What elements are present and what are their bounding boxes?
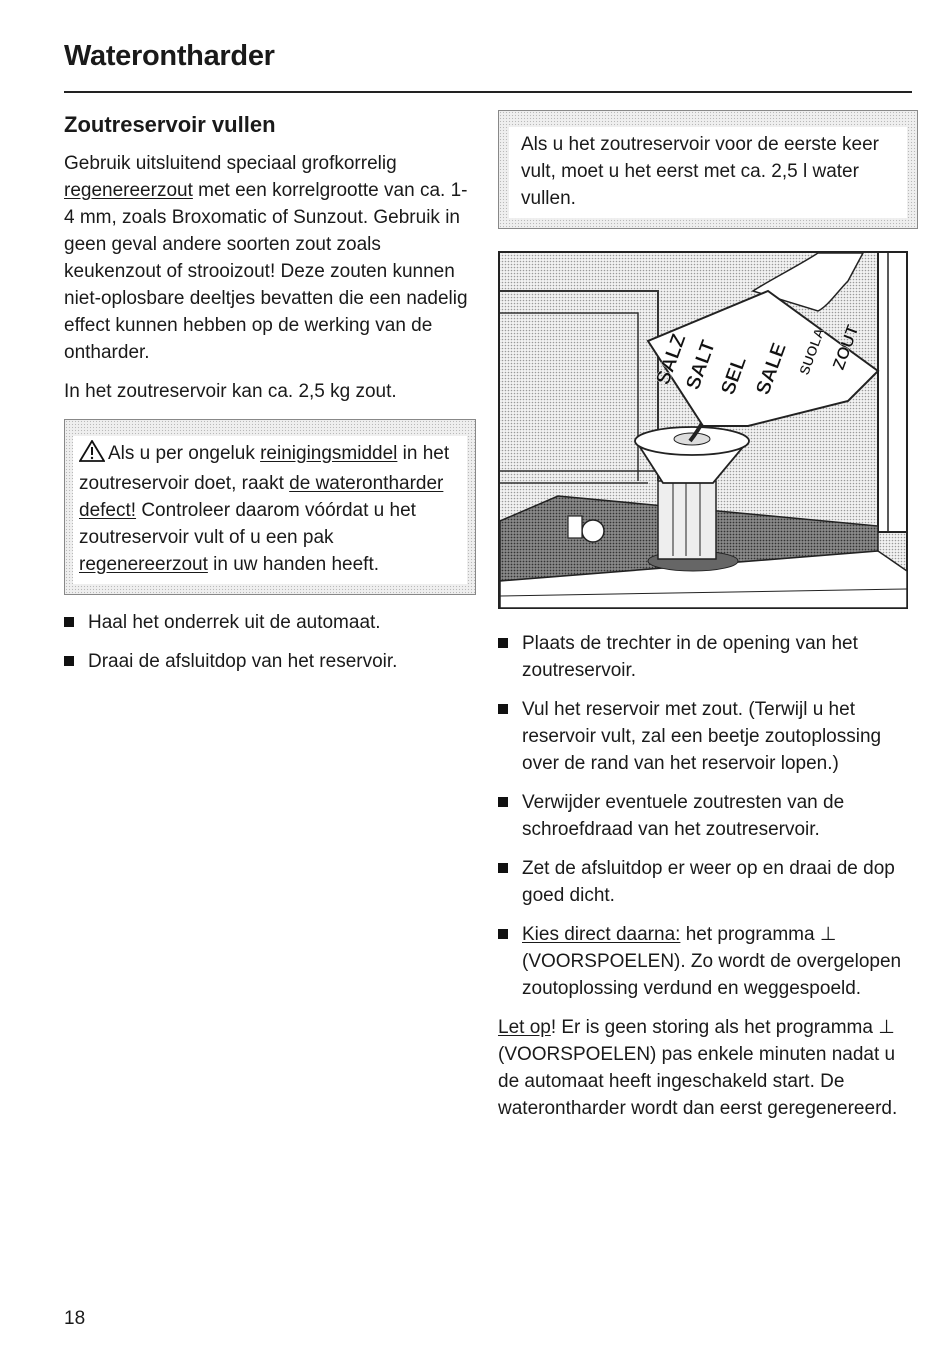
bag-label-salz: SALZ — [652, 331, 691, 388]
bag-label-salt: SALT — [682, 337, 721, 393]
bullet-square-icon — [498, 704, 508, 714]
title-divider — [64, 91, 912, 93]
regenerating-salt-term-2: regenereerzout — [79, 554, 208, 575]
warning-box — [64, 419, 476, 595]
warning-text-1: Als u per ongeluk — [108, 443, 261, 464]
warning-text — [79, 440, 461, 578]
note-box — [498, 110, 918, 229]
notice-text: ! Er is geen storing als het programma — [550, 1017, 879, 1038]
page-title: Waterontharder — [64, 40, 275, 72]
list-item — [498, 789, 918, 843]
warning-text-4: in uw handen heeft. — [207, 554, 380, 575]
step-text: Plaats de trechter in de opening van het zoutreservoir. — [522, 633, 858, 681]
softener-defect-term: de waterontharder defect! — [79, 473, 444, 521]
warning-text-2: in het zoutreservoir doet, raakt — [79, 443, 450, 494]
left-steps-list — [64, 609, 476, 675]
warning-text-3: Controleer daarom vóórdat u het zoutreservoir vult of u een pak — [79, 500, 416, 548]
detergent-term: reinigingsmiddel — [260, 443, 398, 464]
bullet-square-icon — [498, 638, 508, 648]
list-item — [498, 696, 918, 777]
notice-paragraph — [498, 1014, 918, 1122]
page-number: 18 — [64, 1308, 86, 1329]
bag-label-sel: SEL — [717, 353, 752, 398]
bullet-square-icon — [64, 656, 74, 666]
bag-label-zout: ZOUT — [828, 322, 863, 373]
notice-emphasis: Let op — [498, 1017, 551, 1038]
bag-label-sale: SALE — [752, 340, 791, 398]
list-item — [498, 855, 918, 909]
bag-label-suola: SUOLA — [795, 325, 828, 378]
note-text: Als u het zoutreservoir voor de eerste keer vult, moet u het eerst met ca. 2,5 l water vullen. — [521, 134, 880, 209]
warning-triangle-icon — [79, 440, 105, 470]
bullet-square-icon — [498, 863, 508, 873]
bullet-square-icon — [64, 617, 74, 627]
intro-text-continued: met een korrelgrootte van ca. 1-4 mm, zoals Broxomatic of Sunzout. Gebruik in geen geval andere soorten zout zoals keukenzout of strooizout! Deze zouten kunnen niet-oplosbare deeltjes bevatten die een nadelig effect kunnen hebben op de werking van de ontharder. — [64, 180, 468, 363]
capacity-paragraph: In het zoutreservoir kan ca. 2,5 kg zout. — [64, 381, 397, 402]
program-step-emphasis: Kies direct daarna: — [522, 924, 681, 945]
step-text-continued: (VOORSPOELEN). Zo wordt de overgelopen zoutoplossing verdund en weggespoeld. — [522, 951, 902, 999]
section-heading: Zoutreservoir vullen — [64, 112, 276, 137]
step-text: Verwijder eventuele zoutresten van de schroefdraad van het zoutreservoir. — [522, 792, 845, 840]
bullet-square-icon — [498, 797, 508, 807]
prerinse-symbol-icon: ⊥ — [878, 1017, 895, 1038]
regenerating-salt-term: regenereerzout — [64, 180, 193, 201]
step-text: het programma — [680, 924, 820, 945]
bullet-square-icon — [498, 929, 508, 939]
left-column — [64, 112, 476, 687]
list-item — [64, 609, 476, 636]
step-text: Zet de afsluitdop er weer op en draai de dop goed dicht. — [522, 858, 895, 906]
intro-text: Gebruik uitsluitend speciaal grofkorrelig — [64, 153, 397, 174]
right-steps-list — [498, 630, 918, 1002]
notice-text-continued: (VOORSPOELEN) pas enkele minuten nadat u de automaat heeft ingeschakeld start. De waterontharder wordt dan eerst geregenereerd. — [498, 1044, 898, 1119]
prerinse-symbol-icon: ⊥ — [819, 924, 837, 945]
list-item — [498, 630, 918, 684]
step-text: Vul het reservoir met zout. (Terwijl u het reservoir vult, zal een beetje zoutoplossing over de rand van het reservoir lopen.) — [522, 699, 882, 774]
step-text: Draai de afsluitdop van het reservoir. — [88, 651, 398, 672]
step-text: Haal het onderrek uit de automaat. — [88, 612, 381, 633]
right-column — [498, 110, 918, 1122]
intro-paragraph — [64, 150, 476, 366]
salt-filling-illustration — [498, 251, 908, 611]
list-item — [64, 648, 476, 675]
list-item — [498, 921, 918, 1002]
